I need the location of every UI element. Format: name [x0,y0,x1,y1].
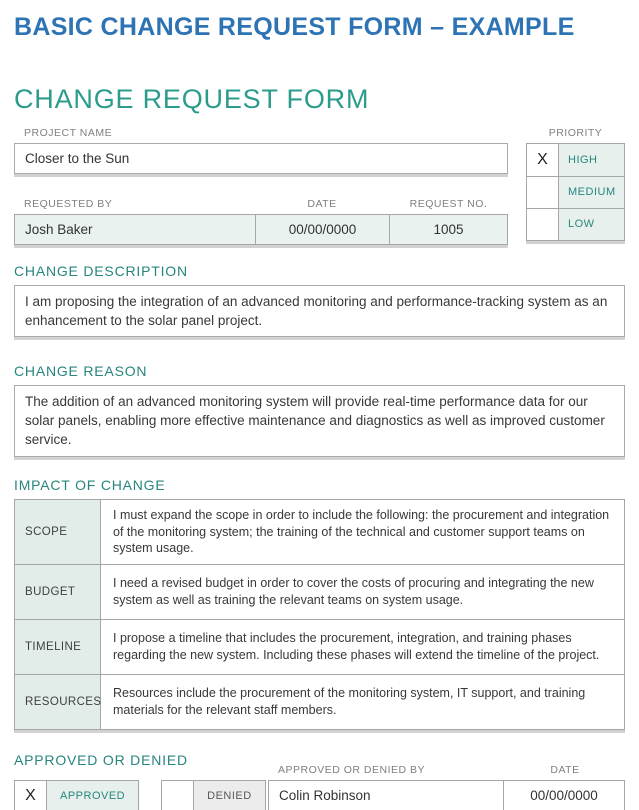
request-no-field[interactable] [389,215,507,244]
impact-scope-text: I must expand the scope in order to include the following: the procurement and integration of the monitoring system; the training of the technical and customer support teams on system usage. [113,507,610,556]
approval-date-label: DATE [550,764,580,777]
change-reason-heading: CHANGE REASON [14,363,148,380]
approved-or-denied-by-value: Colin Robinson [279,788,371,804]
requested-by-label: REQUESTED BY [24,197,113,210]
approved-checkbox[interactable]: X [15,781,47,810]
project-name-field[interactable] [14,143,508,174]
date-value: 00/00/0000 [288,221,357,237]
priority-row-high [527,144,624,176]
approved-or-denied-by-label: APPROVED OR DENIED BY [278,764,426,777]
requested-by-field[interactable] [15,215,255,244]
impact-scope-field[interactable] [101,500,624,565]
form-title: CHANGE REQUEST FORM [14,83,370,114]
impact-row-resources [15,674,624,729]
approval-date-field[interactable] [504,781,624,810]
approval-by-row [268,780,625,810]
change-reason-text: The addition of an advanced monitoring system will provide real-time performance data for our solar panels, enabling more effective maintenance and diagnostics as well as improved customer service. [25,394,605,448]
impact-resources-label: RESOURCES [15,675,101,729]
page-title: BASIC CHANGE REQUEST FORM – EXAMPLE [14,13,575,41]
priority-low-option[interactable]: LOW [559,209,624,240]
approval-date-value: 00/00/0000 [530,788,598,804]
approval-checkboxes [14,780,254,810]
approved-option-label[interactable]: APPROVED [47,781,138,810]
impact-row-scope [15,500,624,565]
impact-timeline-field[interactable] [101,620,624,674]
priority-medium-checkbox[interactable] [527,177,559,208]
impact-resources-text: Resources include the procurement of the monitoring system, IT support, and training materials for the relevant staff members. [113,686,586,718]
approved-check-group [14,780,139,810]
approved-or-denied-by-field[interactable] [269,781,504,810]
priority-low-checkbox[interactable] [527,209,559,240]
impact-timeline-text: I propose a timeline that includes the procurement, integration, and training phases regarding the new system. Including these phases will extend the timeline of the project. [113,631,600,663]
approval-left-column [14,752,254,810]
request-info-labels [14,198,508,210]
change-description-field[interactable] [14,285,625,337]
priority-row-low [527,208,624,240]
request-info-row [14,214,508,245]
impact-budget-text: I need a revised budget in order to cover the costs of procuring and integrating the new system as well as training the relevant teams on system usage. [113,576,594,608]
priority-row-medium [527,176,624,208]
impact-budget-field[interactable] [101,565,624,619]
approval-by-labels [268,764,625,776]
priority-label: PRIORITY [548,126,603,139]
request-no-label: REQUEST NO. [409,197,488,210]
priority-high-option[interactable]: HIGH [559,144,624,176]
priority-table [526,143,625,241]
priority-medium-option[interactable]: MEDIUM [559,177,624,208]
impact-of-change-table [14,499,625,731]
date-label: DATE [307,197,337,210]
priority-high-checkbox[interactable]: X [527,144,559,176]
date-field[interactable] [255,215,389,244]
impact-budget-label: BUDGET [15,565,101,619]
project-name-label: PROJECT NAME [24,126,113,139]
impact-resources-field[interactable] [101,675,624,729]
impact-row-budget [15,564,624,619]
denied-option-label[interactable]: DENIED [194,781,265,810]
approved-or-denied-heading: APPROVED OR DENIED [14,752,188,769]
impact-row-timeline [15,619,624,674]
priority-column [526,127,625,245]
change-reason-field[interactable] [14,385,625,456]
denied-checkbox[interactable] [162,781,194,810]
change-description-text: I am proposing the integration of an advanced monitoring and performance-tracking system as an enhancement to the solar panel project. [25,293,608,328]
top-left-column [14,127,508,245]
requested-by-value: Josh Baker [25,221,93,237]
approval-section [14,752,625,810]
impact-scope-label: SCOPE [15,500,101,565]
change-description-heading: CHANGE DESCRIPTION [14,262,188,279]
impact-of-change-heading: IMPACT OF CHANGE [14,476,166,493]
request-no-value: 1005 [433,221,464,237]
denied-check-group [161,780,266,810]
approval-right-column [268,752,625,810]
impact-timeline-label: TIMELINE [15,620,101,674]
top-fields-row [14,127,625,245]
project-name-value: Closer to the Sun [25,150,130,166]
